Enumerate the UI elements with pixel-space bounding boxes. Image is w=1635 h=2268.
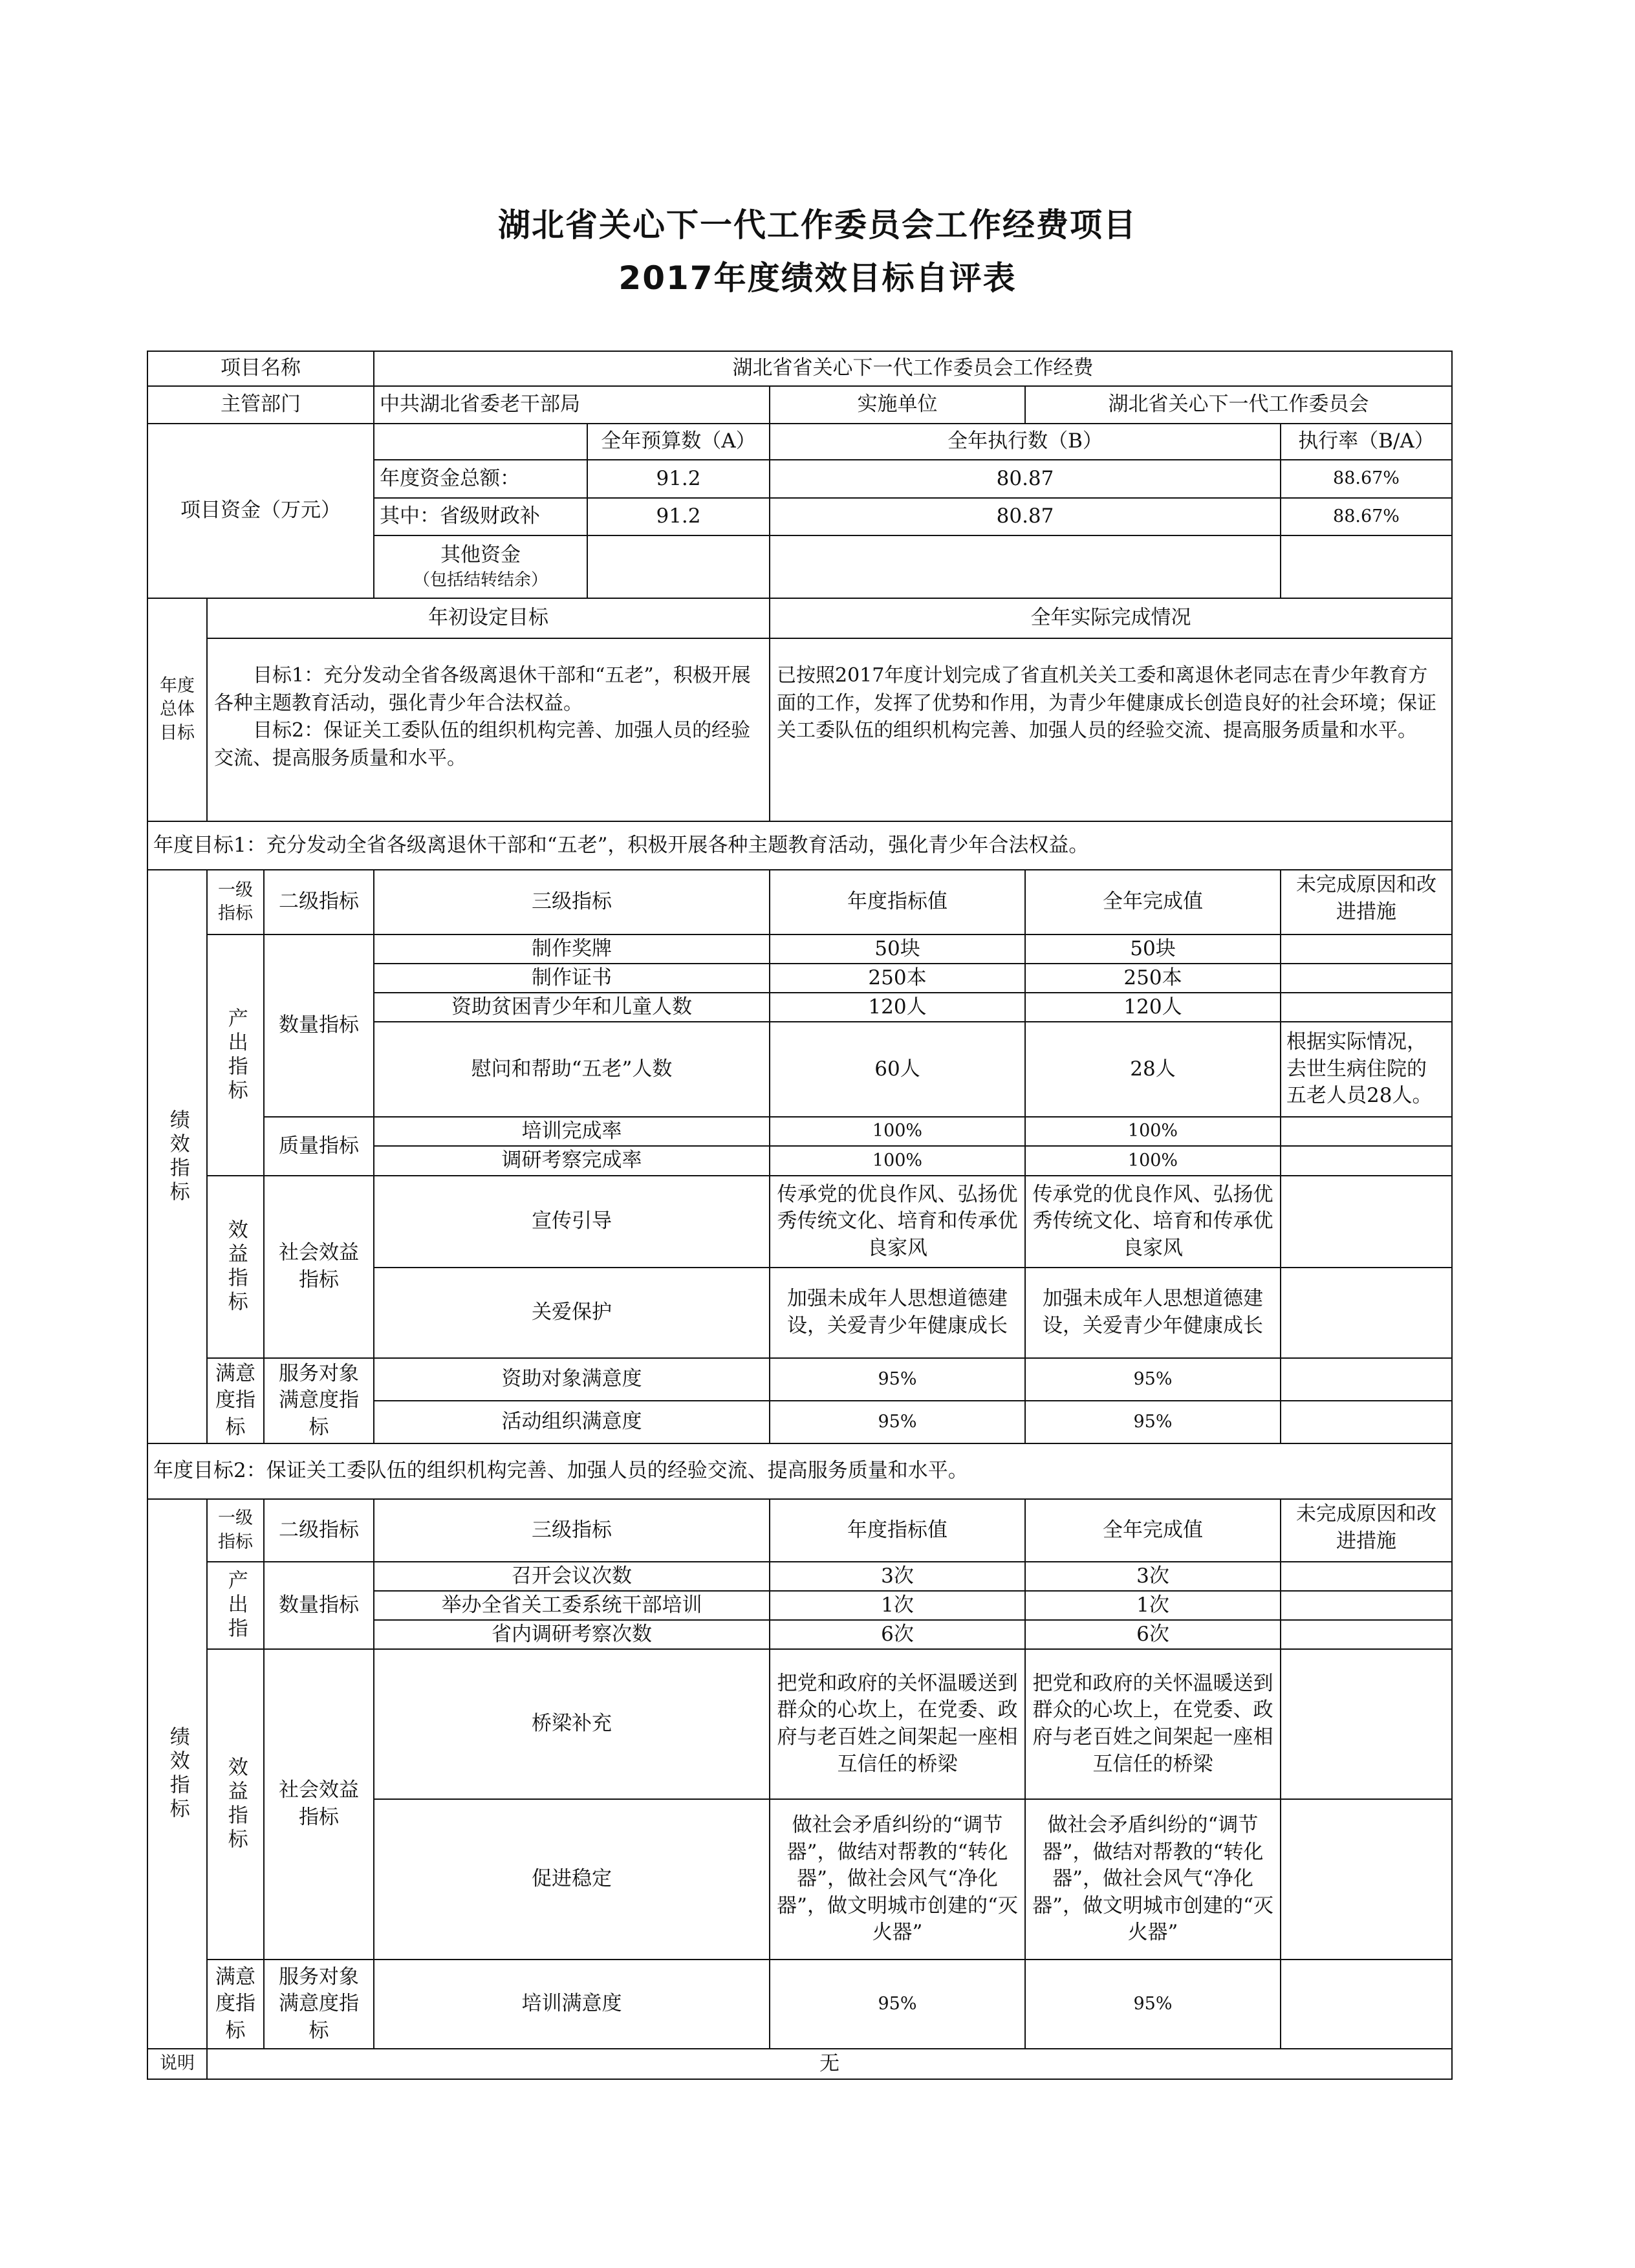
indicator-actual: 传承党的优良作风、弘扬优秀传统文化、培育和传承优良家风 xyxy=(1024,1175,1281,1268)
goal2-title: 年度目标2：保证关工委队伍的组织机构完善、加强人员的经验交流、提高服务质量和水平。 xyxy=(147,1443,1453,1500)
goal1-header-level2: 二级指标 xyxy=(263,869,374,935)
funds-row-label: 年度资金总额： xyxy=(373,459,588,499)
goal2-perf-label: 绩效指标 xyxy=(147,1498,208,2049)
goal2-header-reason: 未完成原因和改进措施 xyxy=(1280,1498,1453,1562)
indicator-target: 1次 xyxy=(769,1590,1026,1621)
indicator-name: 慰问和帮助“五老”人数 xyxy=(373,1021,770,1118)
goal1-service-l2: 服务对象满意度指标 xyxy=(263,1357,374,1444)
overall-goal2-text: 目标2：保证关工委队伍的组织机构完善、加强人员的经验交流、提高服务质量和水平。 xyxy=(214,719,751,770)
goal1-quality-l2: 质量指标 xyxy=(263,1116,374,1176)
impl-label: 实施单位 xyxy=(769,385,1026,424)
goal2-output-l1: 产出指 xyxy=(206,1561,265,1650)
indicator-name: 制作证书 xyxy=(373,963,770,993)
goal1-title: 年度目标1：充分发动全省各级离退休干部和“五老”，积极开展各种主题教育活动，强化青少年合法权益。 xyxy=(147,821,1453,870)
indicator-actual: 95% xyxy=(1024,1959,1281,2049)
indicator-actual: 6次 xyxy=(1024,1619,1281,1650)
indicator-name: 省内调研考察次数 xyxy=(373,1619,770,1650)
indicator-actual: 1次 xyxy=(1024,1590,1281,1621)
indicator-reason xyxy=(1280,963,1453,993)
goal1-benefit-l1: 效益指标 xyxy=(206,1175,265,1359)
indicator-name: 桥梁补充 xyxy=(373,1648,770,1800)
goal1-header-level3: 三级指标 xyxy=(373,869,770,935)
indicator-actual: 95% xyxy=(1024,1400,1281,1444)
remark-value: 无 xyxy=(206,2048,1453,2080)
indicator-actual: 50块 xyxy=(1024,934,1281,964)
overall-set-text xyxy=(206,638,770,822)
funds-exec-value xyxy=(769,535,1281,599)
funds-exec-value: 80.87 xyxy=(769,459,1281,499)
indicator-name: 资助对象满意度 xyxy=(373,1357,770,1401)
indicator-actual: 把党和政府的关怀温暖送到群众的心坎上，在党委、政府与老百姓之间架起一座相互信任的桥梁 xyxy=(1024,1648,1281,1800)
funds-col-budget: 全年预算数（A） xyxy=(587,423,770,460)
funds-rate-value: 88.67% xyxy=(1280,459,1453,499)
funds-empty-header xyxy=(373,423,588,460)
indicator-reason xyxy=(1280,992,1453,1022)
indicator-reason xyxy=(1280,1959,1453,2049)
indicator-reason xyxy=(1280,1357,1453,1401)
indicator-reason xyxy=(1280,1561,1453,1592)
indicator-actual: 250本 xyxy=(1024,963,1281,993)
indicator-name: 资助贫困青少年和儿童人数 xyxy=(373,992,770,1022)
indicator-name: 培训完成率 xyxy=(373,1116,770,1147)
goal2-header-target: 年度指标值 xyxy=(769,1498,1026,1562)
indicator-name: 关爱保护 xyxy=(373,1267,770,1359)
indicator-name: 举办全省关工委系统干部培训 xyxy=(373,1590,770,1621)
overall-goal1-text: 目标1：充分发动全省各级离退休干部和“五老”，积极开展各种主题教育活动，强化青少年合法权益。 xyxy=(214,664,751,715)
indicator-target: 6次 xyxy=(769,1619,1026,1650)
indicator-target: 做社会矛盾纠纷的“调节器”，做结对帮教的“转化器”，做社会风气“净化器”，做文明城市创建的“灭火器” xyxy=(769,1798,1026,1960)
indicator-reason xyxy=(1280,1175,1453,1268)
goal1-header-target: 年度指标值 xyxy=(769,869,1026,935)
indicator-actual: 做社会矛盾纠纷的“调节器”，做结对帮教的“转化器”，做社会风气“净化器”，做文明城市创建的“灭火器” xyxy=(1024,1798,1281,1960)
indicator-reason: 根据实际情况，去世生病住院的五老人员28人。 xyxy=(1280,1021,1453,1118)
indicator-name: 召开会议次数 xyxy=(373,1561,770,1592)
dept-value: 中共湖北省委老干部局 xyxy=(373,385,770,424)
funds-budget-value xyxy=(587,535,770,599)
indicator-actual: 3次 xyxy=(1024,1561,1281,1592)
indicator-reason xyxy=(1280,1400,1453,1444)
indicator-name: 调研考察完成率 xyxy=(373,1145,770,1176)
goal1-social-l2: 社会效益指标 xyxy=(263,1175,374,1359)
goal2-header-level1: 一级指标 xyxy=(206,1498,265,1562)
indicator-target: 传承党的优良作风、弘扬优秀传统文化、培育和传承优良家风 xyxy=(769,1175,1026,1268)
indicator-actual: 100% xyxy=(1024,1145,1281,1176)
impl-value: 湖北省关心下一代工作委员会 xyxy=(1024,385,1453,424)
indicator-target: 3次 xyxy=(769,1561,1026,1592)
goal1-header-level1: 一级指标 xyxy=(206,869,265,935)
funds-col-exec: 全年执行数（B） xyxy=(769,423,1281,460)
goal1-satis-l1: 满意度指标 xyxy=(206,1357,265,1444)
funds-budget-value: 91.2 xyxy=(587,459,770,499)
goal2-benefit-l1: 效益指标 xyxy=(206,1648,265,1960)
indicator-name: 促进稳定 xyxy=(373,1798,770,1960)
goal2-satis-l1: 满意度指标 xyxy=(206,1959,265,2049)
indicator-target: 95% xyxy=(769,1400,1026,1444)
funds-col-rate: 执行率（B/A） xyxy=(1280,423,1453,460)
indicator-target: 95% xyxy=(769,1357,1026,1401)
indicator-name: 宣传引导 xyxy=(373,1175,770,1268)
goal2-service-l2: 服务对象满意度指标 xyxy=(263,1959,374,2049)
goal2-header-level2: 二级指标 xyxy=(263,1498,374,1562)
goal1-output-l1: 产出指标 xyxy=(206,934,265,1176)
indicator-target: 95% xyxy=(769,1959,1026,2049)
indicator-reason xyxy=(1280,1798,1453,1960)
indicator-actual: 120人 xyxy=(1024,992,1281,1022)
project-name-value: 湖北省省关心下一代工作委员会工作经费 xyxy=(373,351,1453,387)
funds-row-label: 其中：省级财政补 xyxy=(373,497,588,536)
overall-col-actual: 全年实际完成情况 xyxy=(769,598,1453,639)
indicator-target: 60人 xyxy=(769,1021,1026,1118)
overall-col-set: 年初设定目标 xyxy=(206,598,770,639)
goal2-header-level3: 三级指标 xyxy=(373,1498,770,1562)
overall-actual-text xyxy=(769,638,1453,822)
indicator-target: 把党和政府的关怀温暖送到群众的心坎上，在党委、政府与老百姓之间架起一座相互信任的桥梁 xyxy=(769,1648,1026,1800)
indicator-name: 活动组织满意度 xyxy=(373,1400,770,1444)
indicator-target: 加强未成年人思想道德建设，关爱青少年健康成长 xyxy=(769,1267,1026,1359)
overall-actual-paragraph: 已按照2017年度计划完成了省直机关关工委和离退休老同志在青少年教育方面的工作，发挥了优势和作用，为青少年健康成长创造良好的社会环境；保证关工委队伍的组织机构完善、加强人员的经验交流、提高服务质量和水平。 xyxy=(777,664,1436,742)
goal1-perf-label: 绩效指标 xyxy=(147,869,208,1444)
indicator-name: 制作奖牌 xyxy=(373,934,770,964)
overall-goal-label: 年度总体目标 xyxy=(147,598,208,822)
indicator-reason xyxy=(1280,1648,1453,1800)
funds-rate-value xyxy=(1280,535,1453,599)
dept-label: 主管部门 xyxy=(147,385,374,424)
indicator-reason xyxy=(1280,1145,1453,1176)
indicator-actual: 28人 xyxy=(1024,1021,1281,1118)
indicator-target: 250本 xyxy=(769,963,1026,993)
project-name-label: 项目名称 xyxy=(147,351,374,387)
indicator-actual: 95% xyxy=(1024,1357,1281,1401)
indicator-target: 50块 xyxy=(769,934,1026,964)
remark-label: 说明 xyxy=(147,2048,208,2080)
indicator-actual: 加强未成年人思想道德建设，关爱青少年健康成长 xyxy=(1024,1267,1281,1359)
indicator-reason xyxy=(1280,1590,1453,1621)
indicator-target: 100% xyxy=(769,1145,1026,1176)
funds-label: 项目资金（万元） xyxy=(147,423,374,599)
indicator-target: 100% xyxy=(769,1116,1026,1147)
goal1-qty-l2: 数量指标 xyxy=(263,934,374,1118)
funds-exec-value: 80.87 xyxy=(769,497,1281,536)
document-subtitle: 2017年度绩效目标自评表 xyxy=(618,259,1017,297)
indicator-target: 120人 xyxy=(769,992,1026,1022)
indicator-actual: 100% xyxy=(1024,1116,1281,1147)
funds-budget-value: 91.2 xyxy=(587,497,770,536)
other-funds-label: 其他资金 xyxy=(440,543,521,567)
goal2-social-l2: 社会效益指标 xyxy=(263,1648,374,1960)
indicator-reason xyxy=(1280,1267,1453,1359)
indicator-reason xyxy=(1280,1619,1453,1650)
goal2-header-actual: 全年完成值 xyxy=(1024,1498,1281,1562)
goal2-qty-l2: 数量指标 xyxy=(263,1561,374,1650)
indicator-reason xyxy=(1280,1116,1453,1147)
funds-row-label xyxy=(373,535,588,599)
indicator-reason xyxy=(1280,934,1453,964)
other-funds-note: （包括结转结余） xyxy=(413,570,548,590)
goal1-header-actual: 全年完成值 xyxy=(1024,869,1281,935)
goal1-header-reason: 未完成原因和改进措施 xyxy=(1280,869,1453,935)
funds-rate-value: 88.67% xyxy=(1280,497,1453,536)
indicator-name: 培训满意度 xyxy=(373,1959,770,2049)
document-title: 湖北省关心下一代工作委员会工作经费项目 xyxy=(498,206,1137,244)
